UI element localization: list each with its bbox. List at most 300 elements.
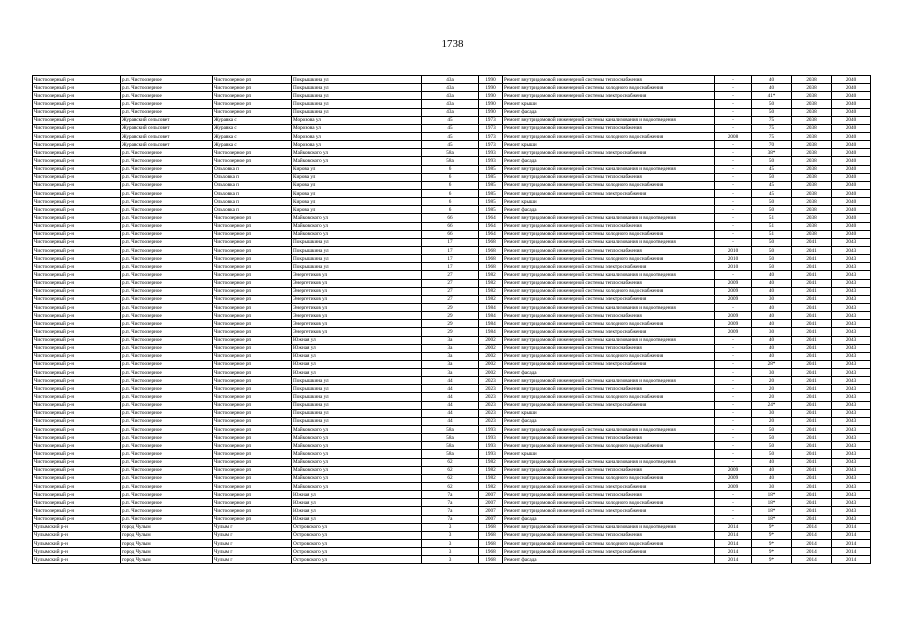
table-cell-locality: Чистоозерное рп — [213, 157, 292, 165]
table-cell-year1: - — [715, 352, 752, 360]
table-cell-period-end: 2040 — [832, 165, 871, 173]
table-cell-region: Чистоозерный р-н — [33, 499, 121, 507]
table-cell-house: 45 — [422, 124, 479, 132]
table-cell-locality: Чистоозерное рп — [213, 393, 292, 401]
table-body — [33, 76, 871, 564]
table-cell-settlement: р.п. Чистоозерное — [121, 499, 213, 507]
table-cell-value: 50 — [752, 450, 792, 458]
table-row — [33, 499, 871, 507]
table-cell-house: 3 — [422, 540, 479, 548]
table-cell-settlement: р.п. Чистоозерное — [121, 100, 213, 108]
table-cell-settlement: р.п. Чистоозерное — [121, 442, 213, 450]
table-cell-period-end: 2043 — [832, 377, 871, 385]
table-cell-year1: - — [715, 124, 752, 132]
table-cell-work-type: Ремонт внутридомовой инженерной системы электроснабжения — [503, 360, 715, 368]
table-cell-value: 50 — [752, 255, 792, 263]
table-row — [33, 246, 871, 254]
table-cell-street: Майковского ул — [292, 222, 422, 230]
table-cell-work-type: Ремонт внутридомовой инженерной системы холодного водоснабжения — [503, 255, 715, 263]
table-cell-street: Морозова ул — [292, 132, 422, 140]
table-cell-work-type: Ремонт внутридомовой инженерной системы холодного водоснабжения — [503, 287, 715, 295]
table-row — [33, 116, 871, 124]
table-cell-house: 3а — [422, 344, 479, 352]
table-cell-street: Островского ул — [292, 523, 422, 531]
table-cell-year-built: 1985 — [479, 189, 503, 197]
table-cell-house: 7а — [422, 491, 479, 499]
table-cell-street: Южная ул — [292, 507, 422, 515]
table-cell-value: 40 — [752, 287, 792, 295]
table-cell-year1: 2009 — [715, 320, 752, 328]
table-cell-work-type: Ремонт внутридомовой инженерной системы холодного водоснабжения — [503, 474, 715, 482]
table-row — [33, 198, 871, 206]
table-cell-year-built: 1985 — [479, 165, 503, 173]
table-cell-period-end: 2040 — [832, 92, 871, 100]
table-cell-locality: Чистоозерное рп — [213, 263, 292, 271]
table-cell-year-built: 1964 — [479, 230, 503, 238]
table-cell-period-start: 2038 — [792, 84, 832, 92]
table-cell-period-end: 2043 — [832, 344, 871, 352]
table-cell-value: 41* — [752, 92, 792, 100]
table-row — [33, 417, 871, 425]
table-cell-settlement: город Чулым — [121, 531, 213, 539]
table-cell-settlement: Журавский сельсовет — [121, 116, 213, 124]
table-cell-house: 66 — [422, 222, 479, 230]
table-cell-value: 20 — [752, 385, 792, 393]
table-cell-year1: - — [715, 303, 752, 311]
table-cell-year1: - — [715, 92, 752, 100]
table-cell-period-start: 2038 — [792, 181, 832, 189]
table-cell-value: 40 — [752, 279, 792, 287]
table-cell-region: Чистоозерный р-н — [33, 238, 121, 246]
table-cell-period-start: 2041 — [792, 295, 832, 303]
table-cell-house: 58а — [422, 157, 479, 165]
table-cell-settlement: р.п. Чистоозерное — [121, 271, 213, 279]
table-cell-street: Энергетиков ул — [292, 271, 422, 279]
table-cell-value: 18* — [752, 515, 792, 523]
table-cell-work-type: Ремонт внутридомовой инженерной системы холодного водоснабжения — [503, 132, 715, 140]
table-cell-year-built: 1990 — [479, 92, 503, 100]
table-cell-locality: Чистоозерное рп — [213, 499, 292, 507]
table-cell-region: Чистоозерный р-н — [33, 409, 121, 417]
table-row — [33, 531, 871, 539]
table-cell-region: Чистоозерный р-н — [33, 230, 121, 238]
table-cell-locality: Чулым г — [213, 523, 292, 531]
table-cell-period-start: 2041 — [792, 458, 832, 466]
table-cell-region: Чистоозерный р-н — [33, 76, 121, 84]
table-cell-year-built: 1993 — [479, 426, 503, 434]
table-cell-period-end: 2043 — [832, 295, 871, 303]
table-cell-period-start: 2038 — [792, 108, 832, 116]
table-cell-period-end: 2014 — [832, 556, 871, 564]
table-cell-period-end: 2040 — [832, 108, 871, 116]
table-cell-value: 45 — [752, 165, 792, 173]
table-cell-work-type: Ремонт внутридомовой инженерной системы канализования и водоотведения — [503, 165, 715, 173]
table-cell-year-built: 1973 — [479, 141, 503, 149]
table-cell-house: 43а — [422, 92, 479, 100]
table-cell-period-start: 2014 — [792, 531, 832, 539]
table-cell-street: Морозова ул — [292, 124, 422, 132]
table-cell-street: Кирова ул — [292, 198, 422, 206]
table-cell-settlement: р.п. Чистоозерное — [121, 450, 213, 458]
table-cell-work-type: Ремонт внутридомовой инженерной системы холодного водоснабжения — [503, 442, 715, 450]
table-cell-settlement: р.п. Чистоозерное — [121, 173, 213, 181]
table-cell-region: Чистоозерный р-н — [33, 295, 121, 303]
table-cell-house: 7а — [422, 507, 479, 515]
table-cell-work-type: Ремонт внутридомовой инженерной системы канализования и водоотведения — [503, 303, 715, 311]
table-cell-street: Майковского ул — [292, 483, 422, 491]
table-cell-region: Чистоозерный р-н — [33, 108, 121, 116]
table-cell-year1: 2009 — [715, 279, 752, 287]
table-cell-year-built: 1990 — [479, 76, 503, 84]
table-cell-period-start: 2038 — [792, 100, 832, 108]
table-cell-work-type: Ремонт внутридомовой инженерной системы канализования и водоотведения — [503, 458, 715, 466]
table-cell-work-type: Ремонт внутридомовой инженерной системы теплоснабжения — [503, 385, 715, 393]
table-cell-year1: - — [715, 214, 752, 222]
table-row — [33, 507, 871, 515]
table-cell-year1: - — [715, 417, 752, 425]
table-cell-settlement: р.п. Чистоозерное — [121, 483, 213, 491]
table-cell-house: 29 — [422, 303, 479, 311]
table-cell-region: Чулымский р-н — [33, 556, 121, 564]
table-cell-period-start: 2041 — [792, 328, 832, 336]
table-cell-settlement: р.п. Чистоозерное — [121, 206, 213, 214]
table-cell-value: 45 — [752, 189, 792, 197]
table-cell-region: Чистоозерный р-н — [33, 141, 121, 149]
table-cell-street: Южная ул — [292, 336, 422, 344]
table-cell-locality: Чистоозерное рп — [213, 76, 292, 84]
table-cell-street: Морозова ул — [292, 141, 422, 149]
table-row — [33, 238, 871, 246]
table-cell-work-type: Ремонт фасада — [503, 369, 715, 377]
table-cell-year-built: 1973 — [479, 132, 503, 140]
table-cell-year1: - — [715, 385, 752, 393]
table-cell-year-built: 1984 — [479, 303, 503, 311]
table-cell-house: 62 — [422, 483, 479, 491]
table-cell-period-end: 2043 — [832, 303, 871, 311]
table-row — [33, 214, 871, 222]
table-cell-house: 6 — [422, 206, 479, 214]
table-cell-locality: Чистоозерное рп — [213, 320, 292, 328]
table-cell-settlement: р.п. Чистоозерное — [121, 198, 213, 206]
table-cell-street: Покрышкина ул — [292, 100, 422, 108]
table-cell-year1: - — [715, 515, 752, 523]
table-cell-period-end: 2043 — [832, 466, 871, 474]
table-cell-year1: 2014 — [715, 523, 752, 531]
table-row — [33, 320, 871, 328]
table-cell-year-built: 1985 — [479, 181, 503, 189]
table-cell-period-start: 2041 — [792, 385, 832, 393]
table-cell-street: Энергетиков ул — [292, 328, 422, 336]
table-cell-value: 30 — [752, 409, 792, 417]
table-row — [33, 369, 871, 377]
table-cell-house: 27 — [422, 279, 479, 287]
table-cell-locality: Чулым г — [213, 540, 292, 548]
table-cell-work-type: Ремонт внутридомовой инженерной системы канализования и водоотведения — [503, 377, 715, 385]
table-row — [33, 548, 871, 556]
table-row — [33, 556, 871, 564]
table-row — [33, 92, 871, 100]
table-cell-period-start: 2041 — [792, 360, 832, 368]
table-cell-work-type: Ремонт внутридомовой инженерной системы электроснабжения — [503, 548, 715, 556]
table-cell-year1: - — [715, 238, 752, 246]
table-cell-work-type: Ремонт внутридомовой инженерной системы теплоснабжения — [503, 344, 715, 352]
table-cell-value: 9* — [752, 548, 792, 556]
table-cell-year1: 2010 — [715, 255, 752, 263]
table-cell-value: 9* — [752, 556, 792, 564]
table-cell-work-type: Ремонт внутридомовой инженерной системы электроснабжения — [503, 149, 715, 157]
table-cell-street: Покрышкина ул — [292, 84, 422, 92]
table-cell-street: Южная ул — [292, 491, 422, 499]
table-cell-period-end: 2040 — [832, 206, 871, 214]
table-cell-locality: Чистоозерное рп — [213, 426, 292, 434]
table-cell-work-type: Ремонт внутридомовой инженерной системы теплоснабжения — [503, 466, 715, 474]
table-cell-settlement: р.п. Чистоозерное — [121, 491, 213, 499]
table-cell-settlement: р.п. Чистоозерное — [121, 287, 213, 295]
table-cell-year1: - — [715, 100, 752, 108]
table-cell-year1: - — [715, 230, 752, 238]
table-cell-value: 50 — [752, 100, 792, 108]
table-cell-house: 6 — [422, 189, 479, 197]
table-cell-work-type: Ремонт фасада — [503, 417, 715, 425]
table-cell-period-start: 2041 — [792, 409, 832, 417]
table-row — [33, 141, 871, 149]
table-cell-value: 9* — [752, 531, 792, 539]
table-cell-region: Чулымский р-н — [33, 523, 121, 531]
table-cell-region: Чистоозерный р-н — [33, 100, 121, 108]
table-cell-locality: Чулым г — [213, 531, 292, 539]
table-cell-value: 70 — [752, 141, 792, 149]
table-cell-house: 6 — [422, 173, 479, 181]
table-cell-settlement: р.п. Чистоозерное — [121, 255, 213, 263]
table-cell-year1: - — [715, 442, 752, 450]
table-cell-period-end: 2040 — [832, 198, 871, 206]
table-cell-year1: - — [715, 165, 752, 173]
table-cell-street: Южная ул — [292, 360, 422, 368]
table-cell-year1: 2014 — [715, 531, 752, 539]
table-row — [33, 312, 871, 320]
table-cell-work-type: Ремонт внутридомовой инженерной системы холодного водоснабжения — [503, 230, 715, 238]
table-cell-region: Чистоозерный р-н — [33, 149, 121, 157]
table-cell-year-built: 1964 — [479, 222, 503, 230]
table-cell-house: 45 — [422, 132, 479, 140]
table-cell-value: 51 — [752, 214, 792, 222]
table-cell-work-type: Ремонт внутридомовой инженерной системы электроснабжения — [503, 507, 715, 515]
table-row — [33, 206, 871, 214]
table-cell-year-built: 1968 — [479, 246, 503, 254]
table-cell-street: Майковского ул — [292, 426, 422, 434]
table-cell-locality: Чистоозерное рп — [213, 417, 292, 425]
table-cell-value: 30 — [752, 483, 792, 491]
table-cell-house: 27 — [422, 287, 479, 295]
table-cell-year-built: 1990 — [479, 100, 503, 108]
table-cell-settlement: р.п. Чистоозерное — [121, 336, 213, 344]
table-cell-value: 50 — [752, 434, 792, 442]
table-cell-period-end: 2014 — [832, 540, 871, 548]
table-cell-locality: Чистоозерное рп — [213, 328, 292, 336]
table-cell-work-type: Ремонт внутридомовой инженерной системы холодного водоснабжения — [503, 499, 715, 507]
table-cell-region: Чистоозерный р-н — [33, 450, 121, 458]
table-cell-value: 40 — [752, 76, 792, 84]
table-cell-year1: 2008 — [715, 132, 752, 140]
table-cell-year-built: 2007 — [479, 507, 503, 515]
table-cell-year-built: 1968 — [479, 238, 503, 246]
table-cell-value: 40 — [752, 474, 792, 482]
table-cell-value: 38* — [752, 149, 792, 157]
table-cell-street: Майковского ул — [292, 214, 422, 222]
table-cell-locality: Чистоозерное рп — [213, 360, 292, 368]
table-cell-street: Покрышкина ул — [292, 393, 422, 401]
table-cell-region: Чистоозерный р-н — [33, 369, 121, 377]
table-cell-region: Чистоозерный р-н — [33, 483, 121, 491]
table-cell-region: Чистоозерный р-н — [33, 124, 121, 132]
table-cell-house: 3 — [422, 556, 479, 564]
table-cell-house: 6 — [422, 181, 479, 189]
table-cell-period-start: 2014 — [792, 556, 832, 564]
table-cell-locality: Чулым г — [213, 556, 292, 564]
table-cell-locality: Чистоозерное рп — [213, 385, 292, 393]
table-cell-settlement: р.п. Чистоозерное — [121, 360, 213, 368]
table-cell-year-built: 2002 — [479, 344, 503, 352]
table-cell-locality: Чистоозерное рп — [213, 279, 292, 287]
table-row — [33, 442, 871, 450]
table-row — [33, 263, 871, 271]
table-cell-street: Энергетиков ул — [292, 312, 422, 320]
table-cell-work-type: Ремонт внутридомовой инженерной системы теплоснабжения — [503, 246, 715, 254]
table-cell-year-built: 1984 — [479, 320, 503, 328]
table-cell-period-end: 2043 — [832, 312, 871, 320]
table-cell-work-type: Ремонт внутридомовой инженерной системы теплоснабжения — [503, 222, 715, 230]
table-cell-region: Чистоозерный р-н — [33, 165, 121, 173]
table-cell-region: Чистоозерный р-н — [33, 181, 121, 189]
table-row — [33, 434, 871, 442]
table-cell-year1: - — [715, 434, 752, 442]
table-cell-settlement: р.п. Чистоозерное — [121, 165, 213, 173]
table-cell-value: 50 — [752, 173, 792, 181]
table-cell-house: 27 — [422, 295, 479, 303]
table-cell-house: 58а — [422, 149, 479, 157]
table-cell-settlement: р.п. Чистоозерное — [121, 426, 213, 434]
table-cell-region: Чистоозерный р-н — [33, 255, 121, 263]
table-cell-settlement: р.п. Чистоозерное — [121, 369, 213, 377]
table-cell-locality: Чистоозерное рп — [213, 100, 292, 108]
table-cell-settlement: р.п. Чистоозерное — [121, 246, 213, 254]
table-cell-street: Южная ул — [292, 344, 422, 352]
table-cell-period-end: 2043 — [832, 320, 871, 328]
table-cell-value: 18* — [752, 507, 792, 515]
table-row — [33, 474, 871, 482]
table-cell-house: 7а — [422, 499, 479, 507]
table-cell-year1: - — [715, 491, 752, 499]
table-cell-work-type: Ремонт крыши — [503, 450, 715, 458]
table-cell-year1: - — [715, 426, 752, 434]
table-cell-work-type: Ремонт крыши — [503, 100, 715, 108]
table-cell-period-end: 2040 — [832, 149, 871, 157]
table-cell-period-end: 2043 — [832, 271, 871, 279]
table-cell-period-end: 2043 — [832, 450, 871, 458]
table-cell-street: Кирова ул — [292, 173, 422, 181]
table-cell-region: Чистоозерный р-н — [33, 189, 121, 197]
table-cell-year-built: 1982 — [479, 295, 503, 303]
table-cell-work-type: Ремонт внутридомовой инженерной системы теплоснабжения — [503, 76, 715, 84]
table-cell-year1: 2014 — [715, 548, 752, 556]
table-cell-year-built: 1993 — [479, 434, 503, 442]
table-row — [33, 173, 871, 181]
table-cell-locality: Чистоозерное рп — [213, 474, 292, 482]
table-cell-year1: - — [715, 181, 752, 189]
table-cell-period-start: 2041 — [792, 515, 832, 523]
table-cell-year-built: 1964 — [479, 214, 503, 222]
table-cell-locality: Ольховка п — [213, 189, 292, 197]
table-cell-region: Чистоозерный р-н — [33, 328, 121, 336]
table-cell-street: Южная ул — [292, 352, 422, 360]
table-cell-region: Чистоозерный р-н — [33, 303, 121, 311]
table-cell-year-built: 1982 — [479, 474, 503, 482]
table-cell-house: 29 — [422, 320, 479, 328]
table-cell-year1: 2009 — [715, 483, 752, 491]
table-cell-value: 40 — [752, 344, 792, 352]
table-cell-period-start: 2038 — [792, 206, 832, 214]
table-cell-street: Покрышкина ул — [292, 108, 422, 116]
table-cell-region: Чистоозерный р-н — [33, 206, 121, 214]
table-cell-region: Чистоозерный р-н — [33, 466, 121, 474]
table-cell-work-type: Ремонт внутридомовой инженерной системы электроснабжения — [503, 328, 715, 336]
table-cell-work-type: Ремонт внутридомовой инженерной системы канализования и водоотведения — [503, 214, 715, 222]
table-cell-locality: Чистоозерное рп — [213, 507, 292, 515]
table-cell-settlement: р.п. Чистоозерное — [121, 474, 213, 482]
table-cell-street: Майковского ул — [292, 466, 422, 474]
table-cell-period-start: 2014 — [792, 548, 832, 556]
table-cell-period-start: 2041 — [792, 246, 832, 254]
table-row — [33, 377, 871, 385]
table-cell-period-start: 2038 — [792, 132, 832, 140]
table-cell-settlement: р.п. Чистоозерное — [121, 76, 213, 84]
table-cell-locality: Журавка с — [213, 116, 292, 124]
table-cell-year1: 2010 — [715, 263, 752, 271]
table-cell-house: 43а — [422, 108, 479, 116]
table-cell-street: Кирова ул — [292, 165, 422, 173]
table-cell-street: Покрышкина ул — [292, 401, 422, 409]
table-cell-year1: - — [715, 409, 752, 417]
table-cell-locality: Чистоозерное рп — [213, 442, 292, 450]
table-cell-period-end: 2043 — [832, 426, 871, 434]
table-cell-period-start: 2041 — [792, 466, 832, 474]
table-cell-year1: 2009 — [715, 328, 752, 336]
table-cell-year1: 2009 — [715, 312, 752, 320]
table-cell-region: Чулымский р-н — [33, 548, 121, 556]
table-cell-period-end: 2014 — [832, 531, 871, 539]
table-cell-work-type: Ремонт внутридомовой инженерной системы канализования и водоотведения — [503, 523, 715, 531]
table-cell-work-type: Ремонт внутридомовой инженерной системы теплоснабжения — [503, 491, 715, 499]
table-cell-region: Чистоозерный р-н — [33, 442, 121, 450]
table-cell-region: Чистоозерный р-н — [33, 352, 121, 360]
table-cell-locality: Чистоозерное рп — [213, 287, 292, 295]
table-cell-year1: - — [715, 149, 752, 157]
table-cell-work-type: Ремонт внутридомовой инженерной системы электроснабжения — [503, 401, 715, 409]
table-cell-value: 50 — [752, 426, 792, 434]
table-row — [33, 165, 871, 173]
table-row — [33, 132, 871, 140]
table-cell-year1: - — [715, 198, 752, 206]
table-cell-house: 29 — [422, 312, 479, 320]
table-cell-period-end: 2043 — [832, 417, 871, 425]
table-cell-region: Чистоозерный р-н — [33, 507, 121, 515]
table-cell-region: Чистоозерный р-н — [33, 401, 121, 409]
table-cell-region: Чистоозерный р-н — [33, 360, 121, 368]
table-cell-locality: Чистоозерное рп — [213, 84, 292, 92]
table-cell-settlement: р.п. Чистоозерное — [121, 303, 213, 311]
table-cell-period-end: 2043 — [832, 238, 871, 246]
table-cell-locality: Чистоозерное рп — [213, 149, 292, 157]
